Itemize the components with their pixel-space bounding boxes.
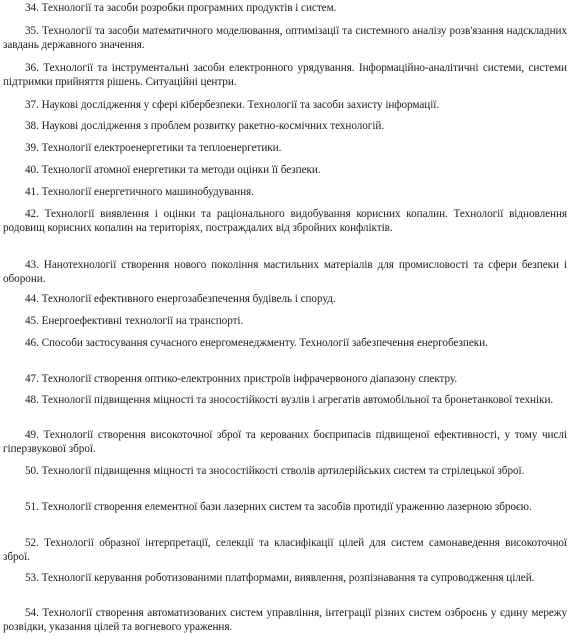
list-item-36: 36. Технології та інструментальні засоби електронного урядування. Інформаційно-аналітичні системи, системи підтримки прийняття рішень. Ситуаційні центри. <box>3 62 567 88</box>
list-item-49: 49. Технології створення високоточної зброї та керованих боєприпасів підвищеної ефективності, у тому числі гіперзвукової зброї. <box>3 429 567 455</box>
list-item-43: 43. Нанотехнології створення нового покоління мастильних матеріалів для промисловості та сфери безпеки і оборони. <box>3 259 567 285</box>
list-item-52: 52. Технології образної інтерпретації, селекції та класифікації цілей для систем самонаведення високоточної зброї. <box>3 537 567 563</box>
list-item-46: 46. Способи застосування сучасного енергоменеджменту. Технології забезпечення енергобезпеки. <box>25 337 488 349</box>
list-item-53: 53. Технології керування роботизованими платформами, виявлення, розпізнавання та супроводження цілей. <box>25 572 535 584</box>
list-item-35: 35. Технології та засоби математичного моделювання, оптимізації та системного аналізу розв'язання надскладних завдань державного значення. <box>3 25 567 51</box>
list-item-39: 39. Технології електроенергетики та теплоенергетики. <box>25 142 282 154</box>
list-item-34: 34. Технології та засоби розробки програмних продуктів і систем. <box>25 2 337 14</box>
list-item-50: 50. Технології підвищення міцності та зносостійкості стволів артилерійських систем та стрілецької зброї. <box>25 465 525 477</box>
list-item-47: 47. Технології створення оптико-електронних пристроїв інфрачервоного діапазону спектру. <box>25 373 458 385</box>
list-item-45: 45. Енергоефективні технології на транспорті. <box>25 315 244 327</box>
list-item-42: 42. Технології виявлення і оцінки та раціонального видобування корисних копалин. Технології відновлення родовищ корисних копалин на територіях, постраждалих від збройних конфліктів. <box>3 208 567 234</box>
list-item-40: 40. Технології атомної енергетики та методи оцінки її безпеки. <box>25 164 321 176</box>
list-item-38: 38. Наукові дослідження з проблем розвитку ракетно-космічних технологій. <box>25 120 385 132</box>
list-item-51: 51. Технології створення елементної бази лазерних систем та засобів протидії ураженню лазерною зброєю. <box>25 501 532 513</box>
list-item-37: 37. Наукові дослідження у сфері кібербезпеки. Технології та засоби захисту інформації. <box>25 99 440 111</box>
list-item-41: 41. Технології енергетичного машинобудування. <box>25 186 254 198</box>
list-item-44: 44. Технології ефективного енергозабезпечення будівель і споруд. <box>25 293 336 305</box>
list-item-48: 48. Технології підвищення міцності та зносостійкості вузлів і агрегатів автомобільної та бронетанкової техніки. <box>25 394 554 406</box>
list-item-54: 54. Технології створення автоматизованих систем управління, інтеграції різних систем озброєнь у єдину мережу розвідки, указання цілей та вогневого ураження. <box>3 607 567 633</box>
